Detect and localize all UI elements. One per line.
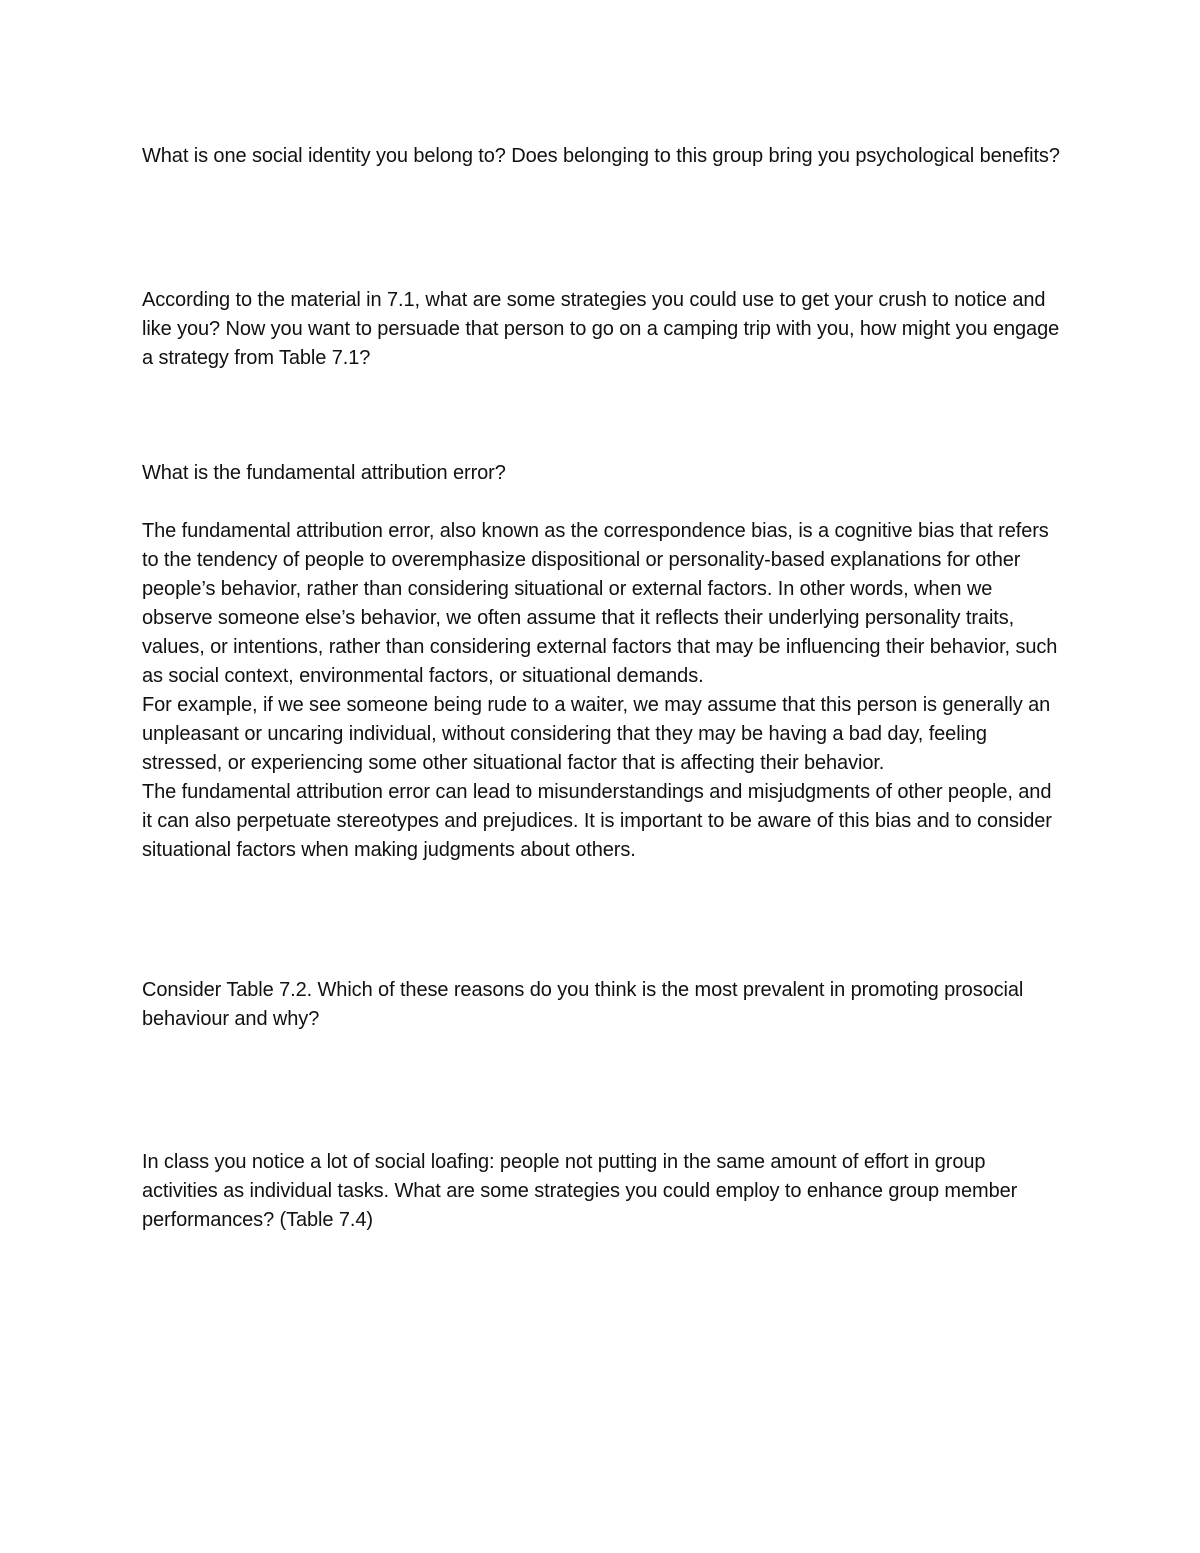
- answer-paragraph-example: For example, if we see someone being rude to a waiter, we may assume that this person is generally an unpleasant or uncaring individual, without considering that they may be having a bad day, feeling stressed, or experiencing some other situational factor that is affecting their behavior.: [142, 694, 1051, 774]
- question-fundamental-attribution-error: What is the fundamental attribution error?: [142, 462, 506, 484]
- answer-paragraph-conclusion: The fundamental attribution error can lead to misunderstandings and misjudgments of other people, and it can also perpetuate stereotypes and prejudices. It is important to be aware of this bias and to consider situational factors when making judgments about others.: [142, 781, 1052, 861]
- question-prosocial-behaviour: Consider Table 7.2. Which of these reasons do you think is the most prevalent in promoting prosocial behaviour and why?: [142, 979, 1024, 1030]
- question-social-loafing: In class you notice a lot of social loafing: people not putting in the same amount of effort in group activities as individual tasks. What are some strategies you could employ to enhance group member performances? (Table 7.4): [142, 1151, 1018, 1231]
- question-crush-strategies: According to the material in 7.1, what are some strategies you could use to get your crush to notice and like you? Now you want to persuade that person to go on a camping trip with you, how might you engage a strategy from Table 7.1?: [142, 289, 1060, 369]
- answer-paragraph-definition: The fundamental attribution error, also known as the correspondence bias, is a cognitive bias that refers to the tendency of people to overemphasize dispositional or personality-based explanations for other people’s behavior, rather than considering situational or external factors. In other words, when we observe someone else’s behavior, we often assume that it reflects their underlying personality traits, values, or intentions, rather than considering external factors that may be influencing their behavior, such as social context, environmental factors, or situational demands.: [142, 520, 1058, 687]
- answer-fundamental-attribution-error: [142, 517, 1062, 865]
- question-social-identity: What is one social identity you belong to? Does belonging to this group bring you psychological benefits?: [142, 145, 1060, 167]
